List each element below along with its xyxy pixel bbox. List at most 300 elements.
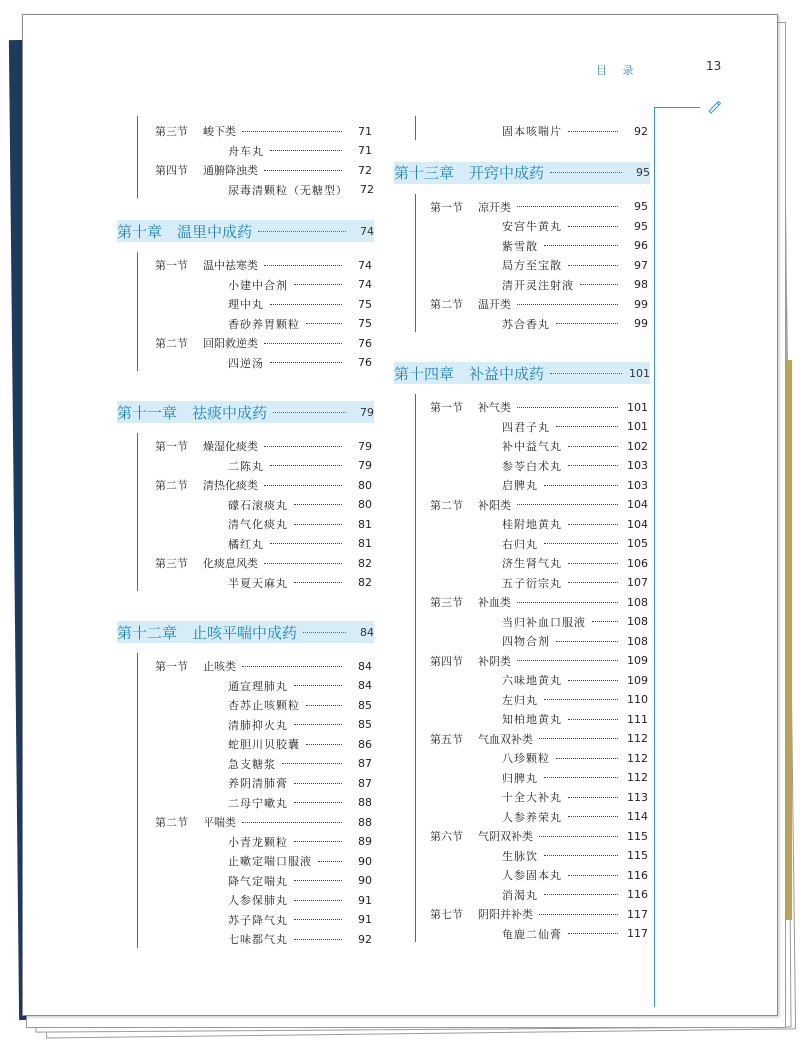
leader-dots <box>556 323 618 324</box>
section-number: 第二节 <box>155 337 188 350</box>
section-title: 回阳救逆类 <box>203 337 258 350</box>
leader-dots <box>306 705 342 706</box>
leader-dots <box>568 797 618 798</box>
section-title: 温开类 <box>478 298 511 311</box>
toc-entry-row[interactable] <box>228 295 372 313</box>
entry-title: 香砂养胃颗粒 <box>228 317 300 331</box>
page-ref: 108 <box>627 634 648 648</box>
toc-section-row[interactable] <box>155 161 372 179</box>
toc-entry-row[interactable] <box>502 457 648 475</box>
leader-dots <box>294 724 342 725</box>
toc-entry-row[interactable] <box>228 735 372 753</box>
leader-dots <box>568 465 618 466</box>
chapter-heading[interactable] <box>117 401 374 423</box>
page-ref: 91 <box>358 893 372 907</box>
toc-section-row[interactable] <box>155 657 372 675</box>
entry-title: 人参固本丸 <box>502 869 562 882</box>
section-title: 化痰息风类 <box>203 557 258 570</box>
leader-dots <box>517 660 618 661</box>
entry-title: 通宣理肺丸 <box>228 679 288 693</box>
section-number: 第四节 <box>430 654 463 668</box>
section-title: 补气类 <box>478 401 511 414</box>
page-ref: 81 <box>358 517 372 531</box>
page-ref: 86 <box>358 737 372 751</box>
page-ref: 85 <box>358 698 372 712</box>
leader-dots <box>294 284 342 285</box>
entry-title: 四君子丸 <box>502 420 550 434</box>
entry-title: 人参养荣丸 <box>502 810 562 824</box>
page-ref: 79 <box>358 439 372 453</box>
toc-entry-row[interactable] <box>228 315 372 333</box>
chapter-page-ref: 84 <box>360 625 374 639</box>
toc-entry-row[interactable] <box>502 886 648 904</box>
leader-dots <box>270 150 342 151</box>
section-number: 第一节 <box>430 200 463 214</box>
section-title: 止咳类 <box>203 660 236 673</box>
leader-dots <box>294 685 342 686</box>
toc-entry-row[interactable] <box>502 217 648 235</box>
entry-title: 二母宁嗽丸 <box>228 796 288 810</box>
leader-dots <box>294 841 342 842</box>
toc-entry-row[interactable] <box>502 847 648 865</box>
page-ref: 90 <box>358 854 372 868</box>
section-title: 平喘类 <box>203 816 236 829</box>
entry-title: 安宫牛黄丸 <box>502 220 562 233</box>
leader-dots <box>264 563 342 564</box>
page-ref: 80 <box>358 478 372 492</box>
leader-dots <box>544 245 618 246</box>
page-ref: 76 <box>358 336 372 350</box>
leader-dots <box>294 880 342 881</box>
section-number: 第二节 <box>430 498 463 512</box>
toc-entry-row[interactable] <box>228 515 372 533</box>
section-title: 补血类 <box>478 596 511 609</box>
entry-title: 人参保肺丸 <box>228 894 288 907</box>
chapter-title: 第十三章 开窍中成药 <box>394 164 545 182</box>
entry-title: 济生肾气丸 <box>502 557 562 570</box>
toc-entry-row[interactable] <box>502 276 648 294</box>
toc-entry-row[interactable] <box>502 535 648 553</box>
page-ref: 92 <box>358 932 372 946</box>
entry-title: 归脾丸 <box>502 771 538 785</box>
page-ref: 81 <box>358 537 372 550</box>
toc-entry-row[interactable] <box>502 554 648 572</box>
leader-dots <box>544 485 618 486</box>
group-bracket <box>137 116 138 198</box>
leader-dots <box>568 446 618 447</box>
chapter-page-ref: 101 <box>629 366 650 380</box>
entry-title: 杏苏止咳颗粒 <box>228 699 300 712</box>
entry-title: 知柏地黄丸 <box>502 713 562 726</box>
toc-entry-row[interactable] <box>228 891 372 909</box>
entry-title: 止嗽定喘口服液 <box>228 855 312 868</box>
page-ref: 108 <box>627 615 648 628</box>
toc-section-row[interactable] <box>430 398 648 416</box>
page-ref: 76 <box>358 356 372 369</box>
page-ref: 111 <box>627 712 648 726</box>
leader-dots <box>242 666 342 667</box>
leader-dots <box>556 641 618 642</box>
entry-title: 尿毒清颗粒（无糖型） <box>228 183 348 197</box>
toc-entry-row[interactable] <box>502 769 648 787</box>
toc-entry-row[interactable] <box>502 925 648 943</box>
leader-dots <box>517 304 618 305</box>
toc-section-row[interactable] <box>155 476 372 494</box>
entry-title: 舟车丸 <box>228 144 264 158</box>
leader-dots <box>539 914 618 915</box>
page-ref: 71 <box>358 144 372 157</box>
page-ref: 112 <box>627 751 648 765</box>
page-ref: 71 <box>358 124 372 138</box>
entry-title: 小建中合剂 <box>228 278 288 292</box>
leader-dots <box>306 323 342 324</box>
page-ref: 102 <box>627 439 648 453</box>
leader-dots <box>294 504 342 505</box>
section-number: 第六节 <box>430 830 463 843</box>
page-ref: 107 <box>627 576 648 589</box>
section-title: 阴阳并补类 <box>478 908 533 921</box>
page-ref: 91 <box>358 913 372 926</box>
entry-title: 龟鹿二仙膏 <box>502 927 562 941</box>
margin-rule <box>654 107 655 1007</box>
toc-entry-row[interactable] <box>502 237 648 255</box>
page-ref: 72 <box>360 183 374 196</box>
section-number: 第三节 <box>155 557 188 570</box>
entry-title: 清肺抑火丸 <box>228 718 288 732</box>
page-ref: 117 <box>627 927 648 940</box>
leader-dots <box>264 446 342 447</box>
page-ref: 87 <box>358 776 372 790</box>
section-title: 清热化痰类 <box>203 479 258 492</box>
toc-entry-row[interactable] <box>502 866 648 884</box>
leader-dots <box>517 407 618 408</box>
leader-dots <box>568 680 618 681</box>
leader-dots <box>568 719 618 720</box>
toc-section-row[interactable] <box>155 256 372 274</box>
page-ref: 75 <box>358 297 372 311</box>
page-ref: 104 <box>627 498 648 511</box>
page-header-title: 目 录 <box>596 64 640 77</box>
leader-dots <box>270 465 342 466</box>
leader-dots <box>318 861 342 862</box>
toc-entry-row[interactable] <box>228 774 372 792</box>
chapter-leader-dots <box>550 373 622 374</box>
section-number: 第三节 <box>155 125 188 138</box>
page-ref: 106 <box>627 556 648 570</box>
toc-entry-row[interactable] <box>228 911 372 929</box>
leader-dots <box>294 783 342 784</box>
toc-entry-row[interactable] <box>228 535 372 553</box>
toc-entry-row[interactable] <box>228 930 372 948</box>
toc-entry-row[interactable] <box>502 476 648 494</box>
leader-dots <box>264 170 342 171</box>
toc-section-row[interactable] <box>430 295 648 313</box>
leader-dots <box>568 131 618 132</box>
chapter-heading[interactable] <box>394 362 650 384</box>
entry-title: 八珍颗粒 <box>502 752 550 765</box>
page-ref: 74 <box>358 278 372 291</box>
toc-entry-row[interactable] <box>228 677 372 695</box>
leader-dots <box>294 939 342 940</box>
page-ref: 92 <box>634 124 648 138</box>
page-ref: 72 <box>358 163 372 177</box>
page-ref: 105 <box>627 537 648 550</box>
toc-section-row[interactable] <box>155 437 372 455</box>
page-ref: 116 <box>627 888 648 901</box>
toc-entry-row[interactable] <box>228 794 372 812</box>
leader-dots <box>556 426 618 427</box>
leader-dots <box>568 563 618 564</box>
page-ref: 82 <box>358 556 372 570</box>
section-title: 气阴双补类 <box>478 830 533 843</box>
leader-dots <box>270 543 342 544</box>
section-title: 温中祛寒类 <box>203 259 258 272</box>
toc-entry-row[interactable] <box>228 181 372 199</box>
page-ref: 74 <box>358 258 372 272</box>
page-ref: 115 <box>627 829 648 843</box>
toc-entry-row[interactable] <box>228 872 372 890</box>
toc-entry-row[interactable] <box>228 696 372 714</box>
toc-entry-row[interactable] <box>228 142 372 160</box>
section-title: 燥湿化痰类 <box>203 440 258 453</box>
leader-dots <box>270 304 342 305</box>
chapter-page-ref: 79 <box>360 405 374 419</box>
toc-entry-row[interactable] <box>502 574 648 592</box>
section-number: 第七节 <box>430 908 463 921</box>
leader-dots <box>306 744 342 745</box>
section-number: 第二节 <box>430 298 463 311</box>
leader-dots <box>568 933 618 934</box>
page-ref: 103 <box>627 459 648 472</box>
leader-dots <box>264 265 342 266</box>
leader-dots <box>294 919 342 920</box>
group-bracket <box>415 394 416 942</box>
entry-title: 当归补血口服液 <box>502 615 586 629</box>
leader-dots <box>517 504 618 505</box>
group-bracket <box>137 252 138 371</box>
header-rule <box>655 107 700 108</box>
page-ref: 115 <box>627 849 648 862</box>
chapter-leader-dots <box>303 632 346 633</box>
toc-section-row[interactable] <box>155 334 372 352</box>
leader-dots <box>544 699 618 700</box>
section-number: 第四节 <box>155 164 188 177</box>
page-ref: 89 <box>358 835 372 848</box>
leader-dots <box>544 777 618 778</box>
toc-entry-row[interactable] <box>228 852 372 870</box>
chapter-heading[interactable] <box>394 162 650 184</box>
toc-entry-row[interactable] <box>502 671 648 689</box>
page-ref: 116 <box>627 868 648 882</box>
page-ref: 79 <box>358 459 372 472</box>
entry-title: 急支糖浆 <box>228 757 276 771</box>
page-ref: 112 <box>627 771 648 784</box>
page-ref: 103 <box>627 478 648 492</box>
toc-entry-row[interactable] <box>502 749 648 767</box>
page-ref: 114 <box>627 810 648 823</box>
toc-entry-row[interactable] <box>228 496 372 514</box>
page-ref: 109 <box>627 673 648 687</box>
page-ref: 109 <box>627 654 648 667</box>
toc-entry-row[interactable] <box>502 256 648 274</box>
entry-title: 四逆汤 <box>228 356 264 370</box>
page-ref: 104 <box>627 517 648 531</box>
toc-entry-row[interactable] <box>502 418 648 436</box>
entry-title: 礞石滚痰丸 <box>228 498 288 512</box>
page-ref: 98 <box>634 278 648 291</box>
entry-title: 橘红丸 <box>228 537 264 551</box>
page-ref: 82 <box>358 576 372 589</box>
toc-section-row[interactable] <box>430 198 648 216</box>
leader-dots <box>568 816 618 817</box>
leader-dots <box>242 131 342 132</box>
entry-title: 清气化痰丸 <box>228 518 288 531</box>
entry-title: 五子衍宗丸 <box>502 576 562 590</box>
page-ref: 96 <box>634 239 648 252</box>
leader-dots <box>568 226 618 227</box>
chapter-heading[interactable] <box>117 220 374 242</box>
section-title: 气血双补类 <box>478 732 533 746</box>
section-number: 第二节 <box>155 816 188 829</box>
toc-entry-row[interactable] <box>502 437 648 455</box>
page-number: 13 <box>706 59 722 73</box>
entry-title: 清开灵注射液 <box>502 278 574 292</box>
page-ref: 95 <box>634 219 648 233</box>
section-number: 第五节 <box>430 732 463 746</box>
section-number: 第二节 <box>155 479 188 492</box>
section-number: 第一节 <box>155 660 188 673</box>
section-number: 第一节 <box>430 401 463 414</box>
toc-entry-row[interactable] <box>502 808 648 826</box>
page-ref: 97 <box>634 258 648 272</box>
toc-section-row[interactable] <box>430 905 648 923</box>
toc-entry-row[interactable] <box>502 122 648 140</box>
leader-dots <box>544 894 618 895</box>
toc-section-row[interactable] <box>430 593 648 611</box>
page-ref: 99 <box>634 297 648 311</box>
leader-dots <box>544 855 618 856</box>
leader-dots <box>282 763 342 764</box>
section-title: 凉开类 <box>478 200 511 214</box>
group-bracket <box>415 194 416 333</box>
leader-dots <box>294 524 342 525</box>
entry-title: 启脾丸 <box>502 479 538 492</box>
section-number: 第一节 <box>155 440 188 453</box>
section-title: 补阳类 <box>478 498 511 512</box>
toc-section-row[interactable] <box>430 827 648 845</box>
toc-section-row[interactable] <box>430 496 648 514</box>
entry-title: 局方至宝散 <box>502 259 562 272</box>
leader-dots <box>539 836 618 837</box>
toc-entry-row[interactable] <box>502 515 648 533</box>
toc-entry-row[interactable] <box>228 755 372 773</box>
chapter-leader-dots <box>258 231 346 232</box>
entry-title: 消渴丸 <box>502 888 538 902</box>
leader-dots <box>568 582 618 583</box>
page-ref: 75 <box>358 317 372 330</box>
entry-title: 二陈丸 <box>228 459 264 473</box>
entry-title: 桂附地黄丸 <box>502 518 562 531</box>
toc-entry-row[interactable] <box>228 457 372 475</box>
entry-title: 小青龙颗粒 <box>228 835 288 849</box>
toc-entry-row[interactable] <box>228 574 372 592</box>
entry-title: 理中丸 <box>228 298 264 311</box>
leader-dots <box>580 284 618 285</box>
leader-dots <box>544 543 618 544</box>
leader-dots <box>294 802 342 803</box>
chapter-heading[interactable] <box>117 621 374 643</box>
page-ref: 112 <box>627 732 648 745</box>
leader-dots <box>264 343 342 344</box>
entry-title: 养阴清肺膏 <box>228 777 288 790</box>
toc-entry-row[interactable] <box>502 632 648 650</box>
leader-dots <box>568 875 618 876</box>
page-ref: 113 <box>627 790 648 804</box>
entry-title: 固本咳喘片 <box>502 125 562 138</box>
leader-dots <box>264 485 342 486</box>
entry-title: 降气定喘丸 <box>228 874 288 888</box>
toc-entry-row[interactable] <box>228 833 372 851</box>
leader-dots <box>592 621 618 622</box>
toc-section-row[interactable] <box>155 813 372 831</box>
entry-title: 参苓白术丸 <box>502 459 562 473</box>
entry-title: 四物合剂 <box>502 635 550 648</box>
entry-title: 十全大补丸 <box>502 791 562 804</box>
toc-entry-row[interactable] <box>502 691 648 709</box>
toc-entry-row[interactable] <box>502 613 648 631</box>
page-ref: 117 <box>627 907 648 921</box>
entry-title: 右归丸 <box>502 537 538 551</box>
entry-title: 六味地黄丸 <box>502 674 562 687</box>
toc-section-row[interactable] <box>155 122 372 140</box>
group-bracket <box>137 433 138 591</box>
page-ref: 84 <box>358 659 372 673</box>
chapter-leader-dots <box>273 412 346 413</box>
page-ref: 110 <box>627 693 648 706</box>
toc-section-row[interactable] <box>155 554 372 572</box>
leader-dots <box>294 582 342 583</box>
toc-entry-row[interactable] <box>502 710 648 728</box>
toc-section-row[interactable] <box>430 652 648 670</box>
toc-entry-row[interactable] <box>228 716 372 734</box>
chapter-title: 第十二章 止咳平喘中成药 <box>117 623 298 642</box>
page-ref: 108 <box>627 595 648 609</box>
section-title: 补阴类 <box>478 654 511 668</box>
chapter-title: 第十一章 祛痰中成药 <box>117 403 268 422</box>
pen-icon <box>706 98 722 114</box>
leader-dots <box>556 758 618 759</box>
toc-section-row[interactable] <box>430 730 648 748</box>
leader-dots <box>539 738 618 739</box>
toc-entry-row[interactable] <box>502 315 648 333</box>
chapter-leader-dots <box>550 172 622 173</box>
section-number: 第三节 <box>430 596 463 609</box>
leader-dots <box>517 206 618 207</box>
page-ref: 88 <box>358 796 372 809</box>
toc-entry-row[interactable] <box>502 788 648 806</box>
page-ref: 95 <box>634 200 648 213</box>
leader-dots <box>270 362 342 363</box>
chapter-title: 第十四章 补益中成药 <box>394 364 545 383</box>
chapter-title: 第十章 温里中成药 <box>117 222 253 241</box>
page-ref: 101 <box>627 420 648 433</box>
page-ref: 101 <box>627 400 648 414</box>
leader-dots <box>294 900 342 901</box>
toc-entry-row[interactable] <box>228 354 372 372</box>
toc-entry-row[interactable] <box>228 276 372 294</box>
section-title: 峻下类 <box>203 125 236 138</box>
leader-dots <box>517 602 618 603</box>
